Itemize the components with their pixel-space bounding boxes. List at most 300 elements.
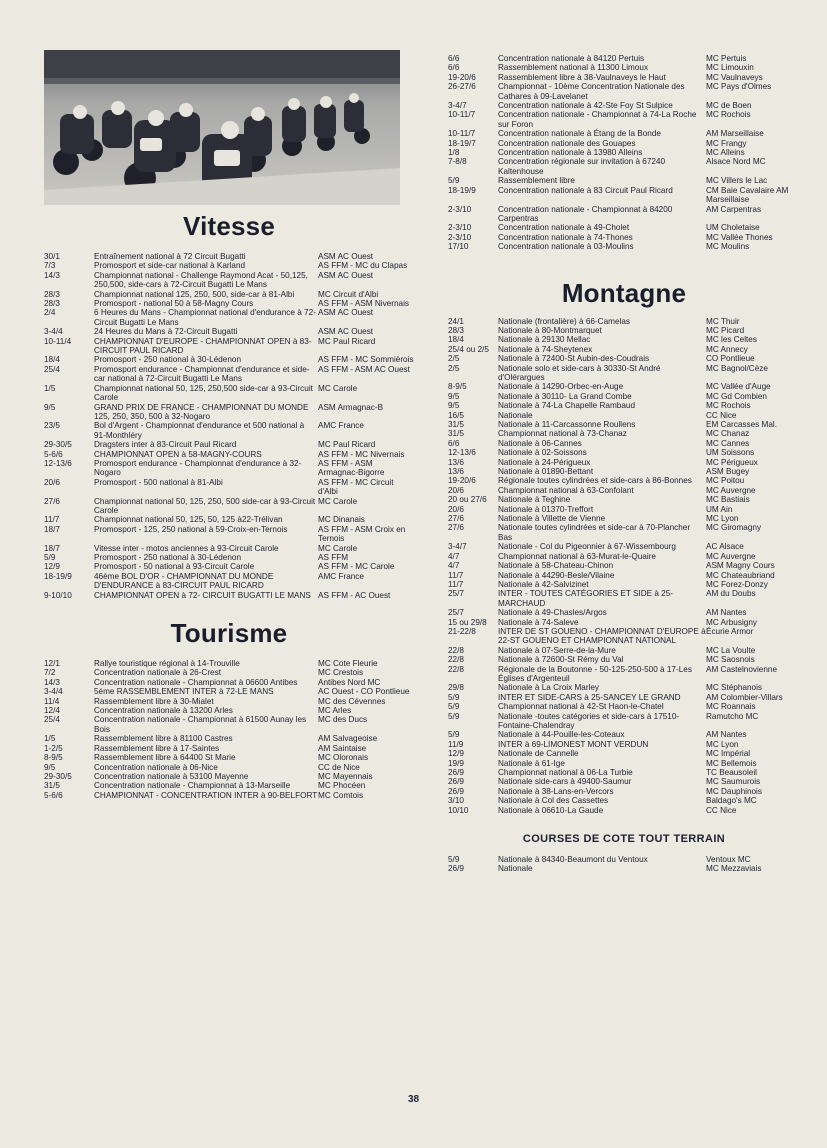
event-date: 5/9 [448,711,460,721]
event-description: Concentration nationale - Championnat à 06600 Antibes [94,677,298,687]
table-row [448,54,800,63]
event-description: Rassemblement libre à 64400 St Marie [94,753,236,763]
event-date: 1/5 [44,734,56,744]
event-date: 29/8 [448,683,464,693]
table-row [44,478,414,497]
event-date: 5/9 [448,702,460,712]
event-organizer: Baldago's MC [706,796,757,806]
event-description: Nationale solo et side-cars à 30330-St André d'Olérargues [498,363,661,382]
section-title-montagne: Montagne [561,277,687,308]
event-organizer: MC Chateaubriand [706,570,775,580]
event-date: 1/5 [44,383,56,393]
table-row [448,712,800,731]
event-organizer: ASM Magny Cours [706,561,775,571]
event-organizer: MC Gd Combien [706,391,767,401]
table-row [448,476,800,485]
event-description: Nationale à 42-Salvizinet [498,579,589,589]
event-date: 18/7 [44,543,60,553]
event-organizer: MC Pertuis [706,54,747,63]
event-date: 12-13/6 [448,448,476,458]
event-organizer: MC Paul Ricard [318,336,376,346]
event-description: Nationale à 29130 Mellac [498,335,591,345]
event-description: Nationale à 07-Serre-de-la-Mure [498,645,616,655]
event-organizer: MC Phocéen [318,781,366,791]
event-organizer: MC Poitou [706,476,745,486]
event-description: Promosport - 125, 250 national à 59-Croix-en-Ternois [94,524,288,534]
event-description: Championnat national 125, 250, 500, side-car à 81-Albi [94,289,295,299]
event-description: 24 Heures du Mans à 72-Circuit Bugatti [94,327,238,337]
event-description: Championnat national 50, 125, 250, 500 side-car à 93-Circuit Carole [94,496,316,515]
table-row [448,129,800,138]
event-organizer: MC Annecy [706,344,748,354]
section-title-vitesse: Vitesse [183,211,275,241]
event-organizer: MC Alleins [706,148,745,158]
event-date: 26/9 [448,864,464,874]
event-description: Promosport - 50 national à 93-Circuit Carole [94,562,255,572]
event-description: Nationale à 44290-Besle/Vilaine [498,570,615,580]
event-description: Nationale toutes cylindrées et side-car à 70-Plancher Bas [498,523,691,542]
event-date: 3-4/4 [44,327,63,337]
table-row [448,382,800,391]
left-column [44,50,414,800]
event-organizer: MC des Cévennes [318,696,386,706]
table-row [448,486,800,495]
event-date: 5/9 [44,553,56,562]
vitesse-rows [44,252,414,600]
event-description: Concentration nationale à 26-Crest [94,668,221,678]
table-row [44,668,414,677]
event-organizer: MC Périgueux [706,457,758,467]
table-row [44,497,414,516]
event-description: Promosport - 500 national à 81-Albi [94,477,223,487]
event-description: INTER à 69-LIMONEST MONT VERDUN [498,739,649,749]
event-date: 23/5 [44,421,60,431]
event-description: Entraînement national à 72 Circuit Bugatti [94,252,246,261]
table-row [448,186,800,205]
event-description: Rassemblement libre à 81100 Castres [94,734,233,744]
event-date: 10-11/7 [448,129,476,139]
event-organizer: MC Picard [706,325,745,335]
table-row [448,317,800,326]
table-row [448,448,800,457]
event-organizer: AS FFM - ASM Croix en Ternois [318,524,406,544]
event-description: Nationale à Col des Cassettes [498,796,609,806]
table-row [448,646,800,655]
event-description: Nationale à 14290-Orbec-en-Auge [498,382,624,392]
table-row [448,580,800,589]
table-row [448,730,800,739]
event-description: Nationale [498,410,533,420]
event-description: Nationale à 01370-Treffort [498,504,594,514]
table-row [44,659,414,668]
event-date: 5/9 [448,730,460,740]
event-description: Nationale à 58-Chateau-Chinon [498,561,614,571]
event-description: Nationale à 61-Ige [498,758,565,768]
event-date: 19-20/6 [448,72,476,82]
event-description: Concentration nationale à 13200 Arles [94,706,233,716]
event-description: Promosport endurance - Championnat d'endurance et side-car national à 72-Circuit Bugatti Le Mans [94,364,310,384]
event-description: Concentration nationale à 49-Cholet [498,223,630,233]
table-row [44,403,414,422]
table-row [448,157,800,176]
event-organizer: MC Saumurois [706,777,761,787]
event-description: Promosport et side-car national à Karland [94,261,246,271]
event-date: 21-22/8 [448,626,476,636]
event-description: Nationale à 49-Chasles/Argos [498,608,607,618]
table-row [448,82,800,101]
event-date: 12/9 [44,562,60,572]
event-date: 4/7 [448,551,460,561]
event-description: Nationale à 11-Carcassonne Roullens [498,420,636,429]
event-description: Nationale à 06-Cannes [498,438,582,448]
event-description: Rassemblement libre à 17-Saintes [94,743,220,753]
event-description: Championnat national 50, 125, 50, 125 à22-Trélivan [94,515,283,525]
event-organizer: AMC France [318,421,364,431]
event-organizer: MC Dinanais [318,515,365,525]
event-organizer: EM Carcasses Mal. [706,420,777,429]
event-date: 18-19/9 [44,571,72,581]
motorcycle-race-photo [44,50,400,205]
event-description: Promosport - national 50 à 58-Magny Cours [94,299,254,309]
event-date: 14/3 [44,677,60,687]
table-row [448,777,800,786]
table-row [44,290,414,299]
event-description: Nationale à 80-Montmarquet [498,325,602,335]
event-date: 31/5 [44,781,60,791]
event-description: Concentration nationale à 13980 Alleins [498,148,643,158]
event-date: 1-2/5 [44,743,63,753]
table-row [44,791,414,800]
event-description: Nationale à 74-La Chapelle Rambaud [498,401,636,411]
event-description: Régionale toutes cylindrées et side-cars à 86-Bonnes [498,476,692,486]
event-description: 6 Heures du Mans - Championnat national d'endurance à 72-Circuit Bugatti Le Mans [94,308,316,327]
event-date: 2/5 [448,363,460,373]
table-row [448,429,800,438]
event-date: 31/5 [448,420,464,429]
table-row [448,542,800,551]
table-row [44,781,414,790]
table-row [448,242,800,251]
event-description: Nationale -toutes catégories et side-cars à 17510-Fontaine-Chalendray [498,711,680,730]
section-title-courses-de-cote: COURSES DE COTE TOUT TERRAIN [522,833,726,846]
event-organizer: MC Dauphinois [706,786,762,796]
event-organizer: MC Chanaz [706,429,750,439]
event-description: Championnat national à 42-St Haon-le-Chatel [498,702,664,712]
event-date: 9/5 [448,401,460,411]
table-row [448,505,800,514]
event-description: Nationale (frontalière) à 66-Camelas [498,316,630,326]
event-date: 19-20/6 [448,476,476,486]
event-description: 5éme RASSEMBLEMENT INTER à 72-LE MANS [94,687,274,697]
event-date: 10-11/4 [44,336,72,346]
event-date: 7/2 [44,668,56,678]
vitesse-table [44,252,414,600]
event-date: 2-3/10 [448,223,472,233]
event-organizer: MC Arbusigny [706,617,757,627]
table-row [44,763,414,772]
page-number: 38 [407,1094,420,1105]
event-organizer: MC Comtois [318,790,364,800]
table-row [448,364,800,383]
event-date: 13/6 [448,467,464,477]
event-organizer: MC Bagnol/Cèze [706,363,768,373]
table-row [448,345,800,354]
event-organizer: Alsace Nord MC [706,157,766,167]
event-description: Rassemblement libre à 38-Vaulnaveys le Haut [498,72,666,82]
event-organizer: AS FFM - ASM Nivernais [318,299,409,309]
event-description: CHAMPIONNAT OPEN à 58-MAGNY-COURS [94,449,262,459]
event-description: Nationale à 24-Périgueux [498,457,591,467]
event-organizer: AM Colombier-Villars [706,692,783,702]
event-date: 16/5 [448,410,464,420]
event-organizer: AM Marseillaise [706,129,764,139]
event-date: 6/6 [448,438,460,448]
event-organizer: MC Vallée Thones [706,232,773,242]
event-organizer: MC Impérial [706,749,751,759]
event-date: 11/9 [448,739,464,749]
event-date: 25/7 [448,589,464,599]
event-description: Concentration nationale - Championnat à 13-Marseille [94,781,291,791]
event-date: 22/8 [448,645,464,655]
event-description: Concentration nationale à 03-Moulins [498,242,634,252]
event-description: Nationale à 02-Soissons [498,448,587,458]
event-organizer: Antibes Nord MC [318,677,381,687]
event-date: 25/4 ou 2/5 [448,344,489,354]
event-organizer: MC Circuit d'Albi [318,289,379,299]
event-description: Concentration nationale - Championnat à 74-La Roche sur Foron [498,110,697,129]
event-date: 15 ou 29/8 [448,617,487,627]
event-organizer: MC Auvergne [706,551,756,561]
event-organizer: AS FFM - AC Ouest [318,590,391,600]
table-row [448,148,800,157]
event-organizer: ASM AC Ouest [318,308,374,318]
table-row [44,421,414,440]
table-row [448,205,800,224]
event-organizer: MC Giromagny [706,523,762,533]
event-date: 27/6 [448,523,464,533]
table-row [44,697,414,706]
event-date: 30/1 [44,252,60,261]
event-organizer: MC Stéphanois [706,683,762,693]
event-organizer: MC Rochois [706,401,751,411]
table-row [44,355,414,364]
table-row [448,665,800,684]
event-organizer: MC Carole [318,496,358,506]
event-date: 9-10/10 [44,590,72,600]
event-organizer: MC Arles [318,706,352,716]
event-date: 24/1 [448,316,464,326]
table-row [448,787,800,796]
event-date: 27/6 [448,514,464,524]
event-organizer: MC Roannais [706,702,756,712]
event-description: Concentration nationale - Championnat à 84200 Carpentras [498,204,673,223]
table-row [44,337,414,356]
event-organizer: MC Carole [318,543,358,553]
event-description: Promosport - 250 national à 30-Lédenon [94,553,242,562]
event-date: 20/6 [448,485,464,495]
event-date: 26/9 [448,786,464,796]
event-date: 18/4 [44,355,60,365]
event-description: Championnat national à 06-La Turbie [498,768,633,778]
event-description: Rassemblement libre à 30-Mialet [94,696,214,706]
table-row [44,261,414,270]
event-organizer: MC Mayennais [318,771,373,781]
montagne-rows [448,317,800,816]
event-organizer: Ramutcho MC [706,711,759,721]
event-date: 27/6 [44,496,60,506]
event-date: 3-4/7 [448,101,467,111]
event-organizer: MC Lyon [706,739,739,749]
event-organizer: MC Lyon [706,514,739,524]
table-row [448,768,800,777]
event-organizer: MC les Celtes [706,335,757,345]
event-description: Championnat - 10ème Concentration Nationale des Cathares à 09-Lavelanet [498,82,685,101]
event-organizer: MC Bastiais [706,495,750,505]
event-organizer: MC Bellemois [706,758,757,768]
event-date: 28/3 [44,289,60,299]
event-description: GRAND PRIX DE FRANCE - CHAMPIONNAT DU MONDE 125, 250, 350, 500 à 32-Nogaro [94,402,309,421]
event-organizer: AS FFM - MC Nivernais [318,449,405,459]
event-organizer: MC Vaulnaveys [706,72,763,82]
event-description: Nationale à La Croix Marley [498,683,600,693]
event-date: 2-3/10 [448,232,472,242]
event-organizer: ASM Armagnac-B [318,402,384,412]
event-date: 8-9/5 [448,382,467,392]
event-date: 31/5 [448,429,464,439]
event-description: Dragsters inter à 83-Circuit Paul Ricard [94,440,237,450]
event-organizer: MC Mezzaviais [706,864,762,874]
event-organizer: MC Vallée d'Auge [706,382,771,392]
event-description: Rassemblement national à 11300 Limoux [498,63,649,73]
tourisme-cont-rows [448,54,800,252]
event-organizer: AS FFM - MC Carole [318,562,395,572]
table-row [448,495,800,504]
event-description: Nationale à 84340-Beaumont du Ventoux [498,855,648,865]
event-description: Championnat national 50, 125, 250,500 side-car à 93-Circuit Carole [94,383,313,403]
table-row [44,299,414,308]
event-date: 22/8 [448,664,464,674]
event-date: 12-13/6 [44,458,72,468]
table-row [44,591,414,600]
event-organizer: MC Crestois [318,668,364,678]
event-date: 29-30/5 [44,771,72,781]
event-organizer: MC Pays d'Olmes [706,82,772,92]
event-organizer: MC Villers le Lac [706,176,768,186]
table-row [448,63,800,72]
table-row [448,864,800,873]
tourisme-rows [44,659,414,800]
event-description: Nationale side-cars à 49400-Saumur [498,777,632,787]
table-row [44,327,414,336]
table-row [448,693,800,702]
event-date: 26/9 [448,777,464,787]
table-row [448,608,800,617]
event-date: 26-27/6 [448,82,476,92]
event-date: 6/6 [448,63,460,73]
event-description: Nationale à 06610-La Gaude [498,805,604,815]
event-description: Nationale à 38-Lans-en-Vercors [498,786,614,796]
table-row [448,561,800,570]
event-description: 46ème BOL D'OR - CHAMPIONNAT DU MONDE D'ENDURANCE à 83-CIRCUIT PAUL RICARD [94,571,274,591]
event-description: Concentration nationale à 53100 Mayenne [94,771,249,781]
event-organizer: MC Auvergne [706,485,756,495]
event-date: 5-6/6 [44,449,63,459]
table-row [44,525,414,544]
table-row [448,618,800,627]
courses-de-cote-rows [448,855,800,874]
table-row [448,523,800,542]
event-organizer: CC de Nice [318,762,360,772]
table-row [44,772,414,781]
courses-de-cote-table [448,855,800,874]
table-row [44,271,414,290]
event-organizer: AS FFM - MC Sommièrois [318,355,414,365]
table-row [448,101,800,110]
event-organizer: ASM AC Ouest [318,270,374,280]
event-organizer: ASM AC Ouest [318,252,374,261]
event-organizer: AC Alsace [706,542,744,552]
event-description: CHAMPIONNAT OPEN à 72- CIRCUIT BUGATTI LE MANS [94,590,311,600]
event-description: Concentration nationale à 06-Nice [94,762,218,772]
event-description: Nationale à 72600-St Rémy du Val [498,655,624,665]
table-row [448,702,800,711]
event-organizer: AS FFM [318,553,349,562]
table-row [448,354,800,363]
event-date: 12/9 [448,749,464,759]
event-date: 18/4 [448,335,464,345]
table-row [448,458,800,467]
event-date: 9/5 [44,762,56,772]
right-column [448,54,800,874]
event-date: 5/9 [448,176,460,186]
event-description: INTER ET SIDE-CARS à 25-SANCEY LE GRAND [498,692,681,702]
event-description: Concentration régionale sur invitation à 67240 Kaltenhouse [498,157,666,176]
event-description: Nationale à 01890-Bettant [498,467,594,477]
event-date: 3-4/4 [44,687,63,697]
event-organizer: MC des Ducs [318,715,368,725]
event-organizer: CM Baie Cavalaire AM Marseillaise [706,185,789,205]
event-organizer: Ventoux MC [706,855,751,865]
event-organizer: ASM Bugey [706,467,750,477]
event-description: INTER DE ST GOUENO - CHAMPIONNAT D'EUROPE à 22-ST GOUENO ET CHAMPIONNAT NATIONAL [498,626,706,646]
event-description: Promosport - 250 national à 30-Lédenon [94,355,242,365]
event-description: Nationale à Teghine [498,495,571,505]
table-row [448,855,800,864]
event-date: 10/10 [448,805,469,815]
event-organizer: CC Nice [706,410,737,420]
event-date: 10-11/7 [448,110,476,120]
event-description: Bol d'Argent - Championnat d'endurance et 500 national à 91-Monthléry [94,421,305,440]
event-date: 28/3 [44,299,60,309]
table-row [44,706,414,715]
event-description: Championnat national à 63-Murat-le-Quaire [498,551,656,561]
event-description: Concentration nationale à 84120 Pertuis [498,54,645,63]
event-organizer: MC Rochois [706,110,751,120]
section-title-tourisme: Tourisme [170,618,288,649]
event-organizer: AM Nantes [706,608,747,618]
event-organizer: ASM AC Ouest [318,327,374,337]
table-row [448,552,800,561]
event-date: 17/10 [448,242,469,252]
table-row [448,571,800,580]
event-description: Promosport endurance - Championnat d'endurance à 32-Nogaro [94,458,302,478]
event-organizer: AS FFM - MC du Clapas [318,261,408,271]
event-date: 2-3/10 [448,204,472,214]
event-date: 2/5 [448,354,460,364]
event-description: Nationale à Villette de Vienne [498,514,606,524]
event-organizer: AM Castelnovienne [706,664,777,674]
event-organizer: CC Nice [706,805,737,815]
